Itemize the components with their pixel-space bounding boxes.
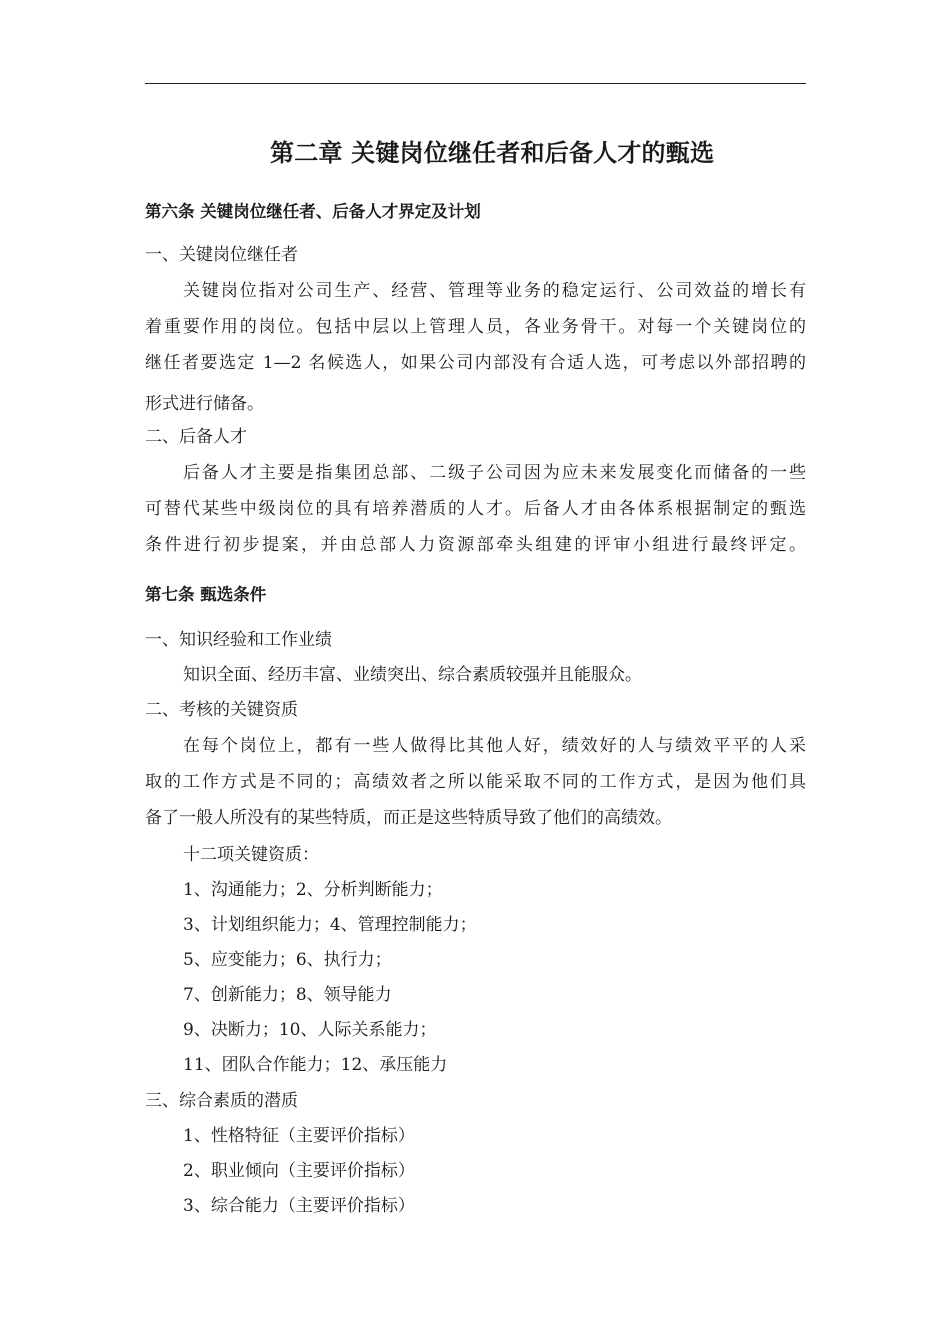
paragraph-line: 备了一般人所没有的某些特质，而正是这些特质导致了他们的高绩效。 — [145, 808, 672, 828]
paragraph-line: 取的工作方式是不同的；高绩效者之所以能采取不同的工作方式，是因为他们具 — [145, 772, 806, 792]
paragraph-line: 着重要作用的岗位。包括中层以上管理人员，各业务骨干。对每一个关键岗位的 — [145, 317, 806, 337]
competencies-label: 十二项关键资质： — [183, 845, 319, 865]
competency-item: 5、应变能力；6、执行力； — [183, 950, 392, 970]
paragraph-line: 形式进行储备。 — [145, 394, 264, 414]
paragraph-line: 关键岗位指对公司生产、经营、管理等业务的稳定运行、公司效益的增长有 — [183, 281, 806, 301]
competency-item: 9、决断力；10、人际关系能力； — [183, 1020, 437, 1040]
paragraph-line: 继任者要选定 1—2 名候选人，如果公司内部没有合适人选，可考虑以外部招聘的 — [145, 353, 806, 373]
paragraph-line: 条件进行初步提案，并由总部人力资源部牵头组建的评审小组进行最终评定。 — [145, 535, 806, 555]
article-7-heading: 第七条 甄选条件 — [145, 585, 267, 604]
potential-item: 3、综合能力（主要评价指标） — [183, 1196, 415, 1216]
competency-item: 1、沟通能力；2、分析判断能力； — [183, 880, 443, 900]
section-heading: 一、关键岗位继任者 — [145, 245, 298, 265]
paragraph-line: 可替代某些中级岗位的具有培养潜质的人才。后备人才由各体系根据制定的甄选 — [145, 499, 806, 519]
section-heading: 一、知识经验和工作业绩 — [145, 630, 332, 650]
competency-item: 3、计划组织能力；4、管理控制能力； — [183, 915, 477, 935]
header-rule — [145, 83, 806, 84]
paragraph-line: 后备人才主要是指集团总部、二级子公司因为应未来发展变化而储备的一些 — [183, 463, 806, 483]
chapter-title: 第二章 关键岗位继任者和后备人才的甄选 — [270, 139, 715, 167]
potential-item: 1、性格特征（主要评价指标） — [183, 1126, 415, 1146]
competency-item: 11、团队合作能力；12、承压能力 — [183, 1055, 448, 1075]
paragraph-line: 在每个岗位上，都有一些人做得比其他人好，绩效好的人与绩效平平的人采 — [183, 736, 806, 756]
potential-item: 2、职业倾向（主要评价指标） — [183, 1161, 415, 1181]
competency-item: 7、创新能力；8、领导能力 — [183, 985, 392, 1005]
section-heading: 三、综合素质的潜质 — [145, 1091, 298, 1111]
article-6-heading: 第六条 关键岗位继任者、后备人才界定及计划 — [145, 202, 481, 221]
section-heading: 二、考核的关键资质 — [145, 700, 298, 720]
paragraph-line: 知识全面、经历丰富、业绩突出、综合素质较强并且能服众。 — [183, 665, 642, 685]
section-heading: 二、后备人才 — [145, 427, 247, 447]
